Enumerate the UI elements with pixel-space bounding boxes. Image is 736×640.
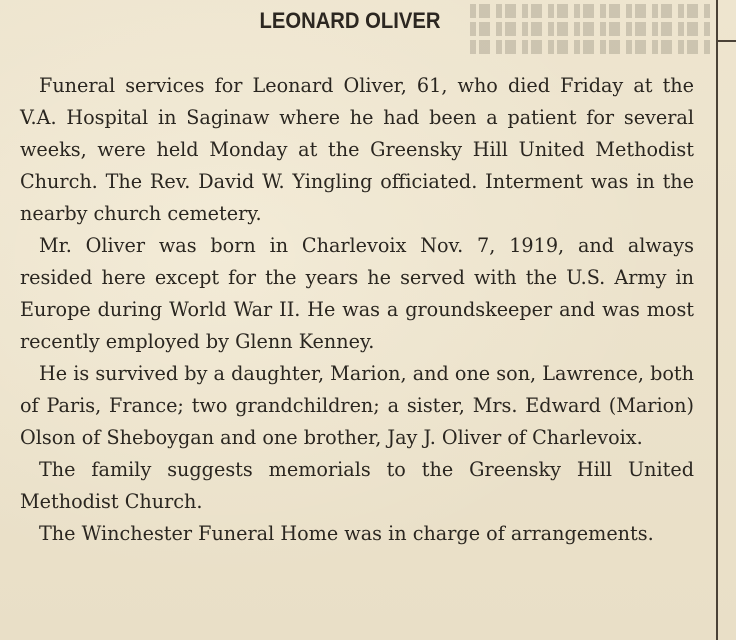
paragraph-memorials: The family suggests memorials to the Greensky Hill United Methodist Church.: [20, 458, 694, 513]
column-rule-tick: [718, 40, 736, 42]
column-rule: [716, 0, 718, 640]
paragraph-survivors: He is survived by a daughter, Marion, and one son, Lawrence, both of Paris, France; two grandchildren; a sister, Mrs. Edward (Marion) Olson of Sheboygan and one brother, Jay J. Oliver of Charlevoix.: [20, 362, 694, 449]
paragraph-services: Funeral services for Leonard Oliver, 61, who died Friday at the V.A. Hospital in Saginaw where he had been a patient for several weeks, were held Monday at the Greensky Hill United Methodist Church. The Rev. David W. Yingling officiated. Interment was in the nearby church cemetery.: [20, 74, 694, 225]
paragraph-arrangements: The Winchester Funeral Home was in charge of arrangements.: [39, 522, 654, 545]
obituary-headline: LEONARD OLIVER: [259, 8, 441, 33]
obituary-body: [20, 70, 694, 550]
paragraph-biography: Mr. Oliver was born in Charlevoix Nov. 7, 1919, and always resided here except for the years he served with the U.S. Army in Europe during World War II. He was a groundskeeper and was most recently employed by Glenn Kenney.: [20, 234, 694, 353]
